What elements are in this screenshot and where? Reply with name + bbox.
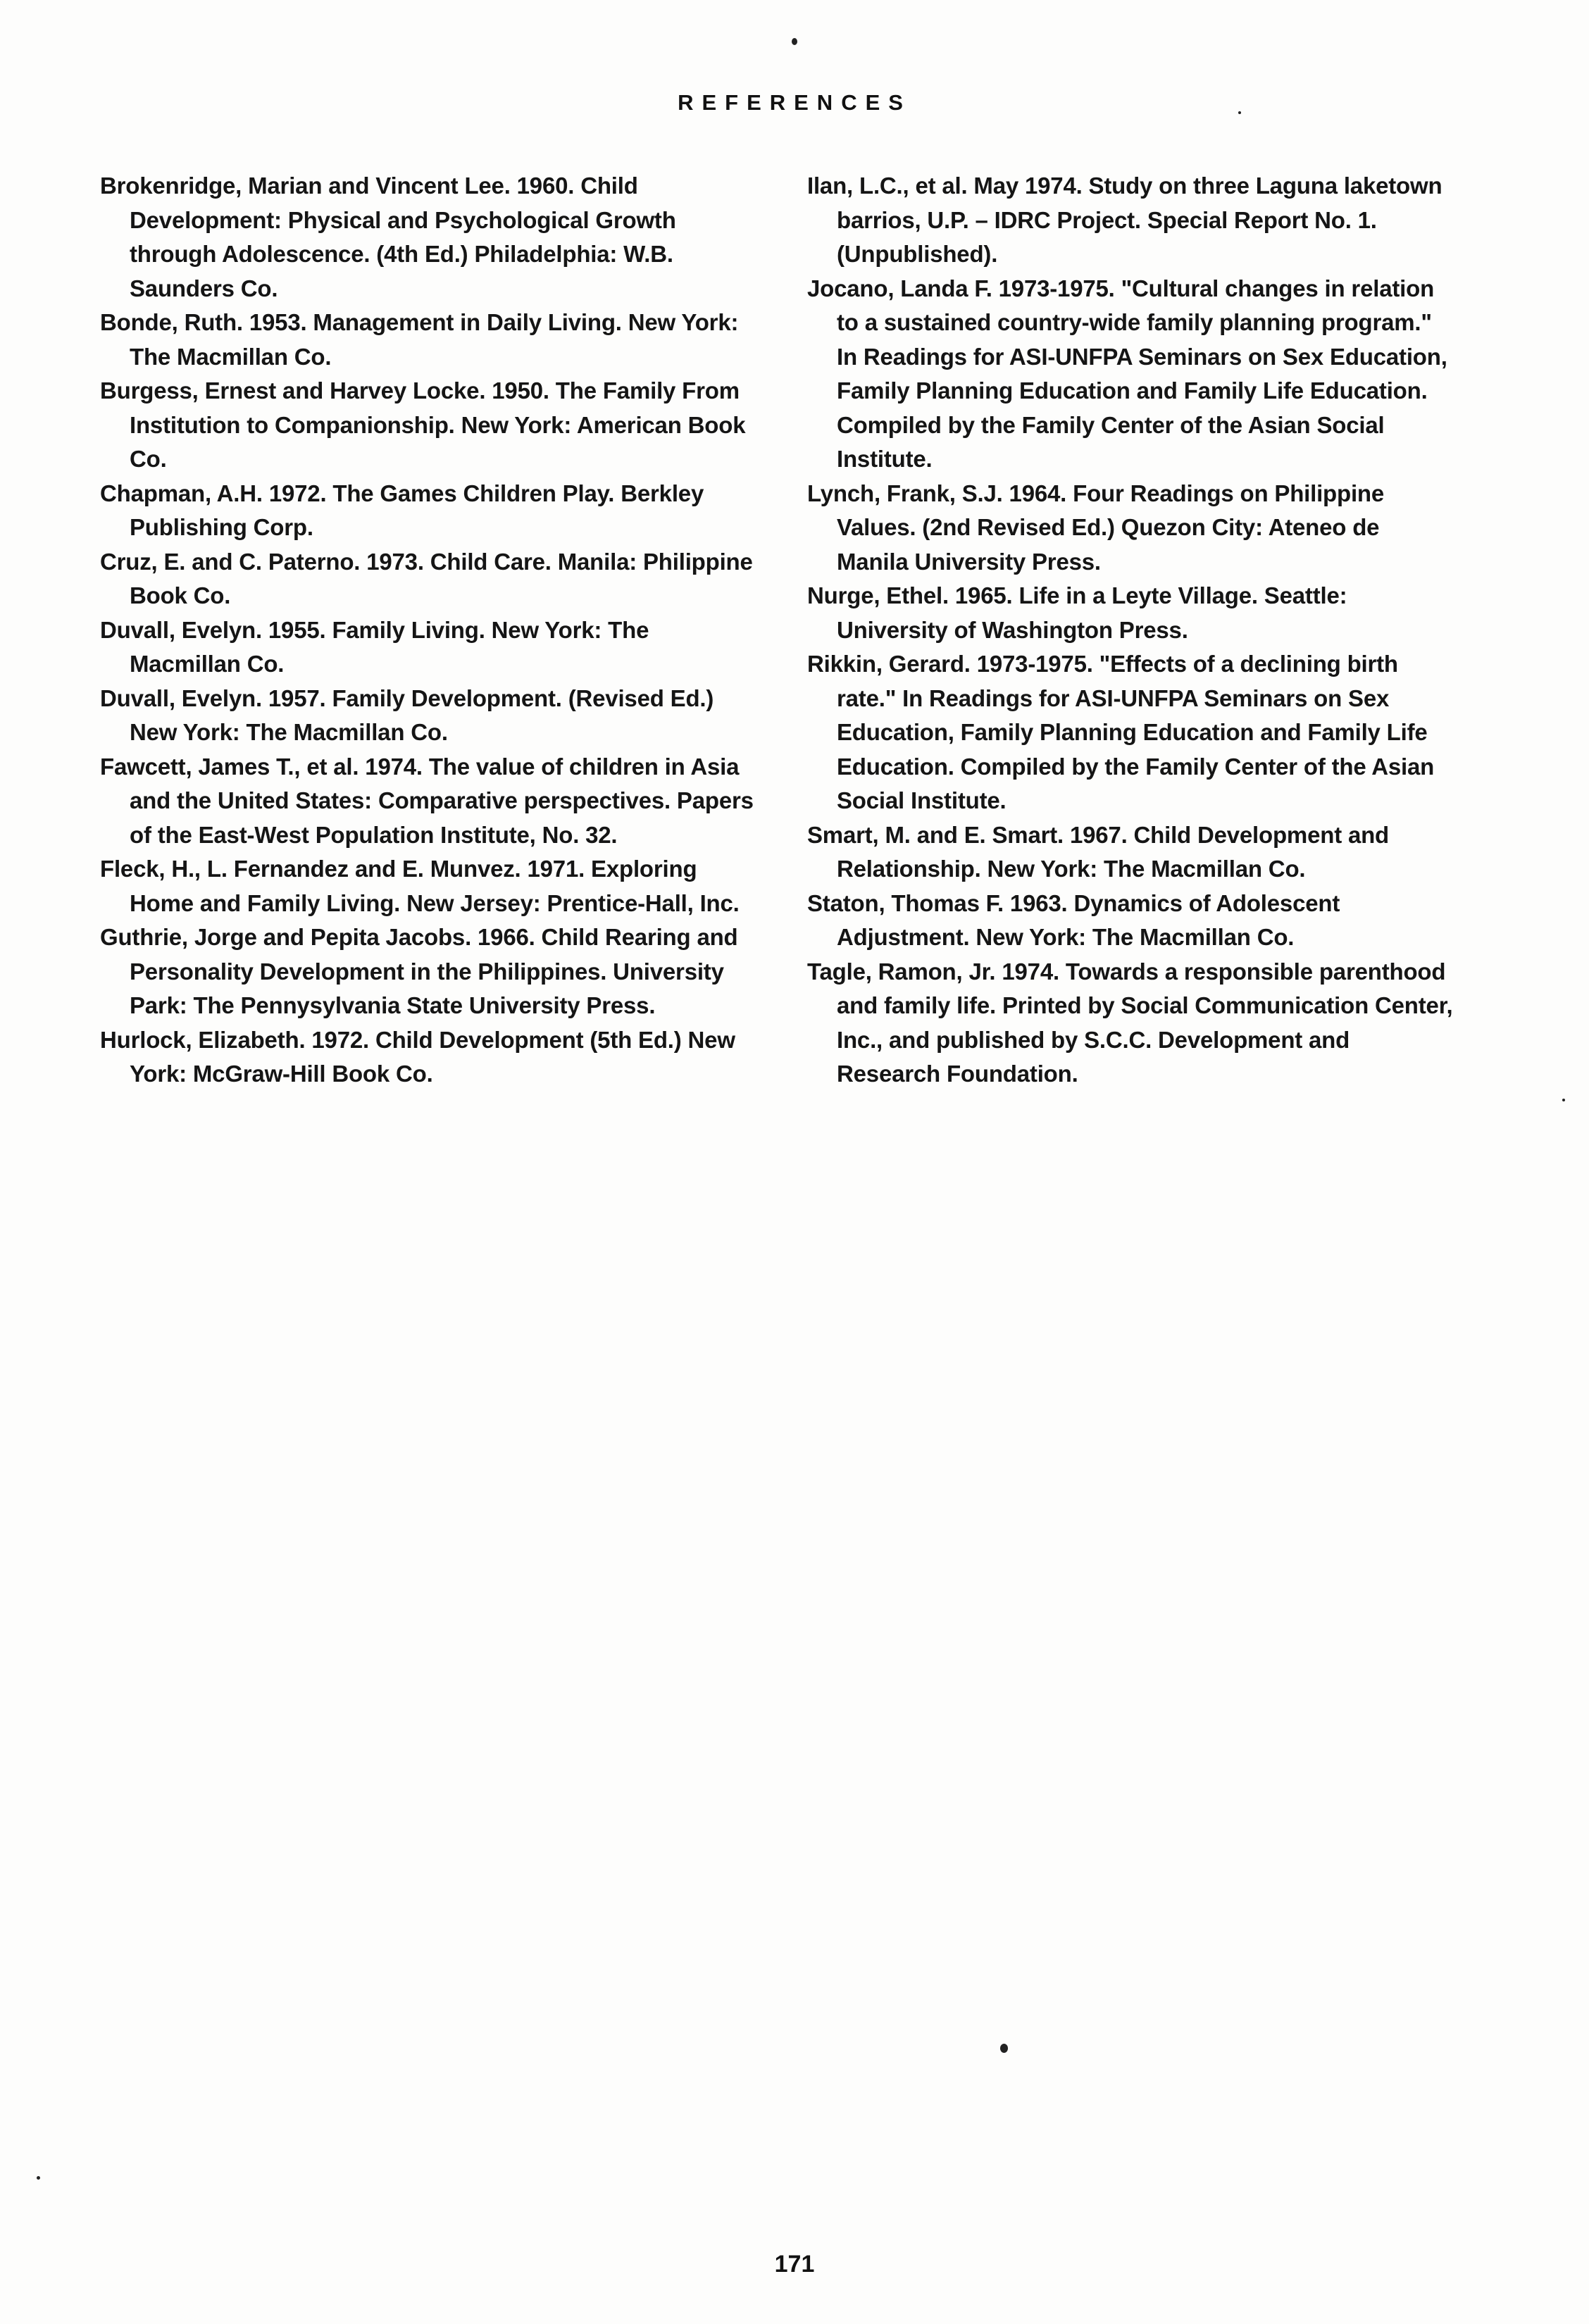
references-left-column (100, 169, 755, 1092)
scan-speck (37, 2176, 40, 2180)
reference-entry: Smart, M. and E. Smart. 1967. Child Development and Relationship. New York: The Macmillan Co. (807, 821, 1390, 882)
reference-entry: Chapman, A.H. 1972. The Games Children Play. Berkley Publishing Corp. (100, 480, 704, 540)
reference-entry: Duvall, Evelyn. 1955. Family Living. New York: The Macmillan Co. (100, 616, 649, 677)
reference-entry: Brokenridge, Marian and Vincent Lee. 1960. Child Development: Physical and Psychological Growth through Adolescence. (4th Ed.) Philadelphia: W.B. Saunders Co. (100, 173, 676, 301)
reference-entry: Rikkin, Gerard. 1973-1975. "Effects of a declining birth rate." In Readings for ASI-UNFPA Seminars on Sex Education, Family Planning Education and Family Life Education. Compiled by the Family Center of the Asian Social Institute. (807, 651, 1435, 813)
reference-entry: Burgess, Ernest and Harvey Locke. 1950. The Family From Institution to Companionship. New York: American Book Co. (100, 377, 746, 472)
scan-speck (792, 38, 797, 45)
reference-entry: Guthrie, Jorge and Pepita Jacobs. 1966. Child Rearing and Personality Development in the Philippines. University Park: The Pennysylvania State University Press. (100, 924, 738, 1018)
reference-entry: Ilan, L.C., et al. May 1974. Study on three Laguna laketown barrios, U.P. – IDRC Project. Special Report No. 1. (Unpublished). (807, 173, 1442, 267)
reference-entry: Duvall, Evelyn. 1957. Family Development. (Revised Ed.) New York: The Macmillan Co. (100, 685, 714, 745)
reference-entry: Hurlock, Elizabeth. 1972. Child Development (5th Ed.) New York: McGraw-Hill Book Co. (100, 1026, 735, 1087)
reference-entry: Jocano, Landa F. 1973-1975. "Cultural changes in relation to a sustained country-wide family planning program." In Readings for ASI-UNFPA Seminars on Sex Education, Family Planning Education and Family Life Education. Compiled by the Family Center of the Asian Social Institute. (807, 275, 1447, 472)
reference-entry: Nurge, Ethel. 1965. Life in a Leyte Village. Seattle: University of Washington Press. (807, 582, 1347, 643)
reference-entry: Cruz, E. and C. Paterno. 1973. Child Care. Manila: Philippine Book Co. (100, 548, 753, 608)
reference-entry: Tagle, Ramon, Jr. 1974. Towards a responsible parenthood and family life. Printed by Social Communication Center, Inc., and published by S.C.C. Development and Research Foundation. (807, 958, 1453, 1087)
scan-speck (1562, 1099, 1565, 1101)
page-number: 171 (774, 2251, 815, 2278)
scan-speck (1238, 111, 1241, 114)
reference-entry: Fawcett, James T., et al. 1974. The value of children in Asia and the United States: Comparative perspectives. Papers of the East-West Population Institute, No. 32. (100, 753, 754, 848)
scan-speck (1000, 2044, 1008, 2053)
references-right-column (807, 169, 1455, 1092)
reference-entry: Staton, Thomas F. 1963. Dynamics of Adolescent Adjustment. New York: The Macmillan Co. (807, 889, 1340, 950)
reference-entry: Bonde, Ruth. 1953. Management in Daily Living. New York: The Macmillan Co. (100, 309, 739, 370)
reference-entry: Fleck, H., L. Fernandez and E. Munvez. 1971. Exploring Home and Family Living. New Jersey: Prentice-Hall, Inc. (100, 856, 740, 916)
reference-entry: Lynch, Frank, S.J. 1964. Four Readings on Philippine Values. (2nd Revised Ed.) Quezon City: Ateneo de Manila University Press. (807, 480, 1385, 575)
page-heading: REFERENCES (678, 90, 911, 115)
